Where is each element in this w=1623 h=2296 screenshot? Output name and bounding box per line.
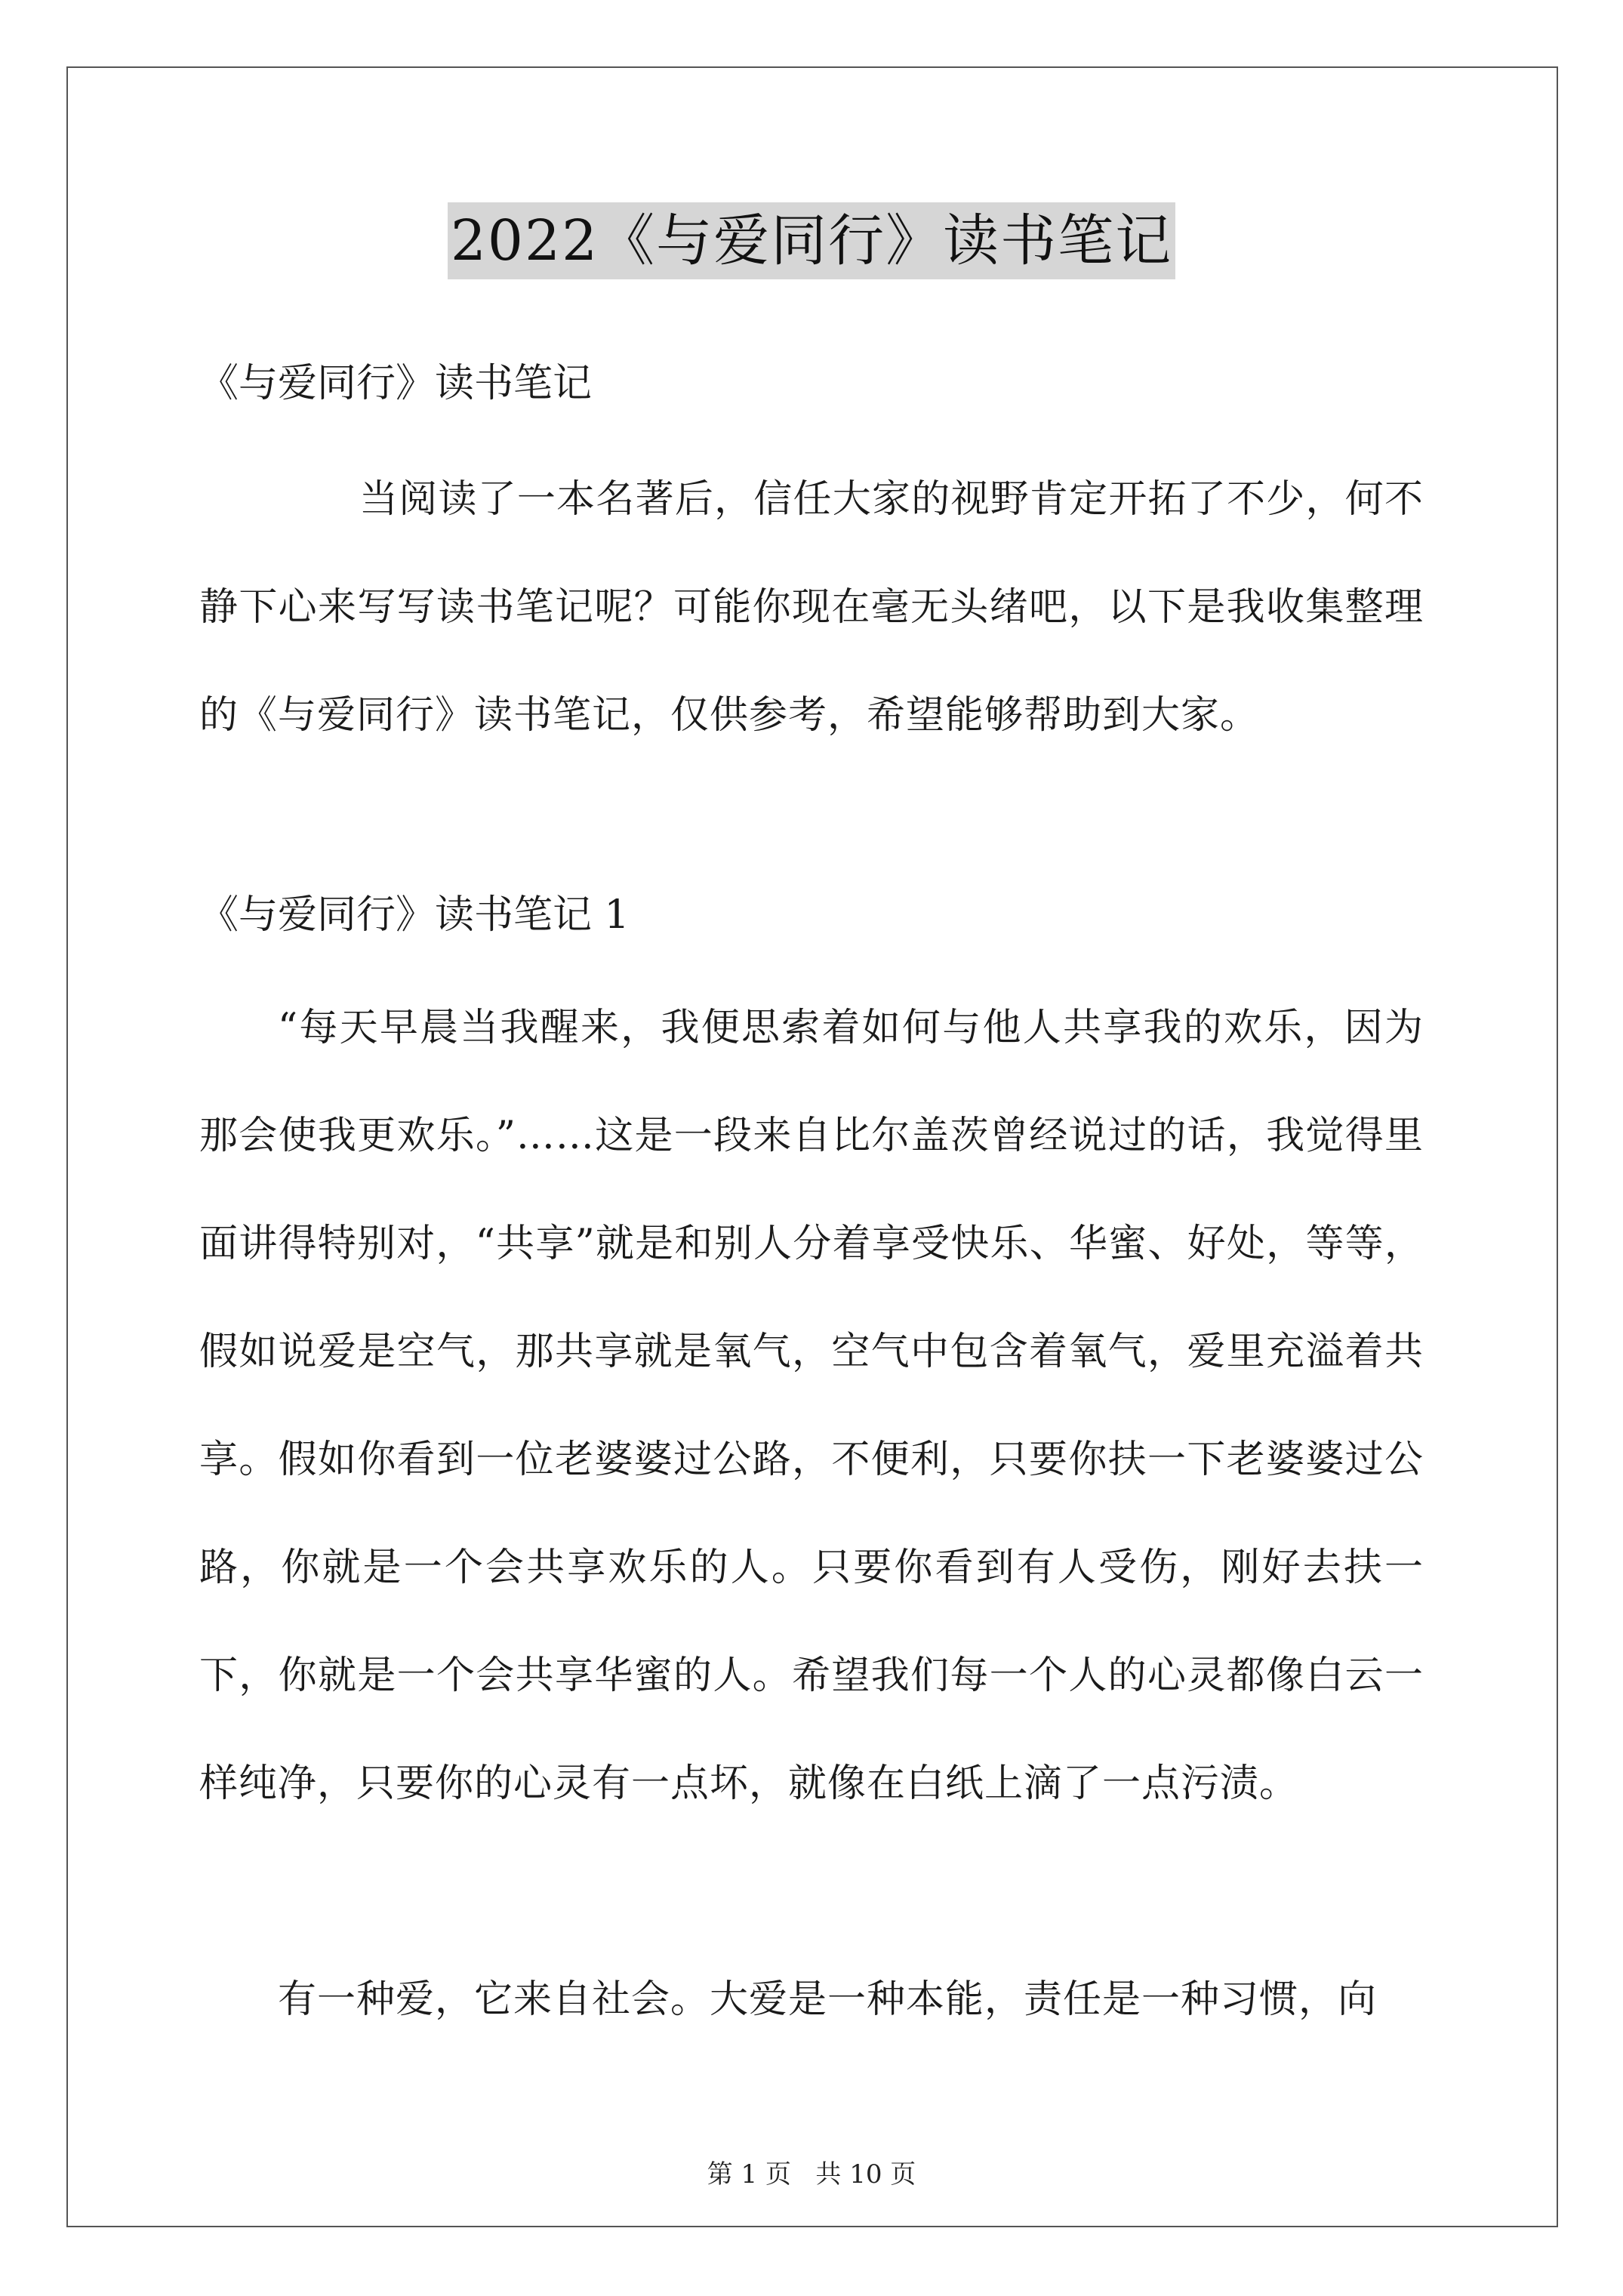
section-1-subheading: 《与爱同行》读书笔记 1 [199, 892, 630, 938]
document-title: 2022《与爱同行》读书笔记 [448, 202, 1175, 279]
section-1-paragraph-1: “每天早晨当我醒来，我便思索着如何与他人共享我的欢乐，因为那会使我更欢乐。”……这是一段来自比尔盖茨曾经说过的话，我觉得里面讲得特别对，“共享”就是和别人分着享受快乐、华蜜、好处，等等，假如说爱是空气，那共享就是氧气，空气中包含着氧气，爱里充溢着共享。假如你看到一位老婆婆过公路，不便利，只要你扶一下老婆婆过公路，你就是一个会共享欢乐的人。只要你看到有人受伤，刚好去扶一下，你就是一个会共享华蜜的人。希望我们每一个人的心灵都像白云一样纯净，只要你的心灵有一点坏，就像在白纸上滴了一点污渍。 [199, 1006, 1424, 1806]
title-wrapper [0, 202, 1623, 279]
intro-paragraph: 当阅读了一本名著后，信任大家的视野肯定开拓了不少，何不静下心来写写读书笔记呢？可能你现在毫无头绪吧，以下是我收集整理的《与爱同行》读书笔记，仅供参考，希望能够帮助到大家。 [199, 477, 1424, 738]
section-1-paragraph-2: 有一种爱，它来自社会。大爱是一种本能，责任是一种习惯，向 [278, 1977, 1378, 2022]
intro-subheading: 《与爱同行》读书笔记 [199, 361, 593, 406]
page-footer: 第 1 页 共 10 页 [707, 2159, 916, 2190]
